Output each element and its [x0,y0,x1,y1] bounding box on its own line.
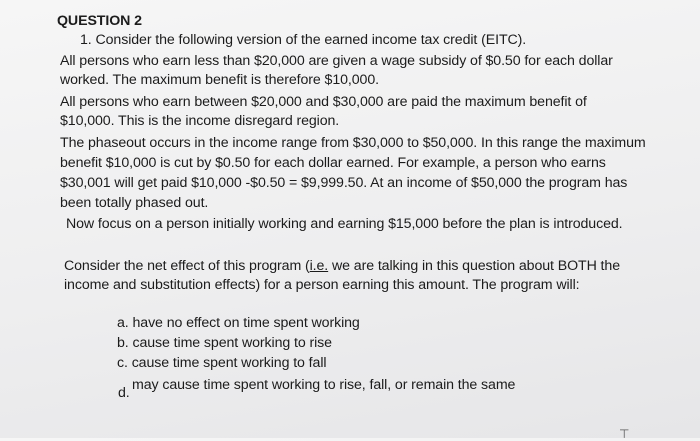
option-a[interactable] [117,314,360,332]
option-d-letter: d. [118,385,130,401]
question-intro: 1. Consider the following version of the earned income tax credit (EITC). [80,32,527,48]
consider-line-1 [64,257,620,275]
option-d-text: may cause time spent working to rise, fall, or remain the same [132,377,516,393]
paragraph-disregard-line-1: All persons who earn between $20,000 and $30,000 are paid the maximum benefit of [60,94,587,110]
paragraph-subsidy-line-1: All persons who earn less than $20,000 are given a wage subsidy of $0.50 for each dollar [60,53,613,69]
option-b[interactable] [117,334,332,352]
paragraph-phaseout-line-1: The phaseout occurs in the income range from $30,000 to $50,000. In this range the maximum [60,135,646,151]
paragraph-phaseout-line-3: $30,001 will get paid $10,000 -$0.50 = $9,999.50. At an income of $50,000 the program has [60,175,628,191]
option-c[interactable] [117,354,326,372]
paragraph-subsidy-line-2: worked. The maximum benefit is therefore $10,000. [60,72,379,88]
consider-line-2: income and substitution effects) for a person earning this amount. The program will: [64,277,580,293]
paragraph-phaseout-line-4: been totally phased out. [60,195,209,211]
option-c-text: cause time spent working to fall [131,355,327,371]
question-heading: QUESTION 2 [57,13,142,29]
option-a-letter: a. [117,315,129,331]
focus-sentence: Now focus on a person initially working and earning $15,000 before the plan is introduced. [66,216,623,232]
paragraph-disregard-line-2: $10,000. This is the income disregard region. [60,113,340,129]
text-cursor-icon: ⊤ [619,427,630,441]
option-b-letter: b. [117,335,129,351]
ie-abbreviation: i.e. [309,258,329,274]
option-b-text: cause time spent working to rise [132,335,332,351]
paragraph-phaseout-line-2: benefit $10,000 is cut by $0.50 for each dollar earned. For example, a person who earns [60,155,606,171]
option-a-text: have no effect on time spent working [132,315,360,331]
consider-line-1-end: we are talking in this question about BOTH the [328,258,620,274]
option-c-letter: c. [117,355,128,371]
consider-line-1-start: Consider the net effect of this program ( [64,258,310,274]
